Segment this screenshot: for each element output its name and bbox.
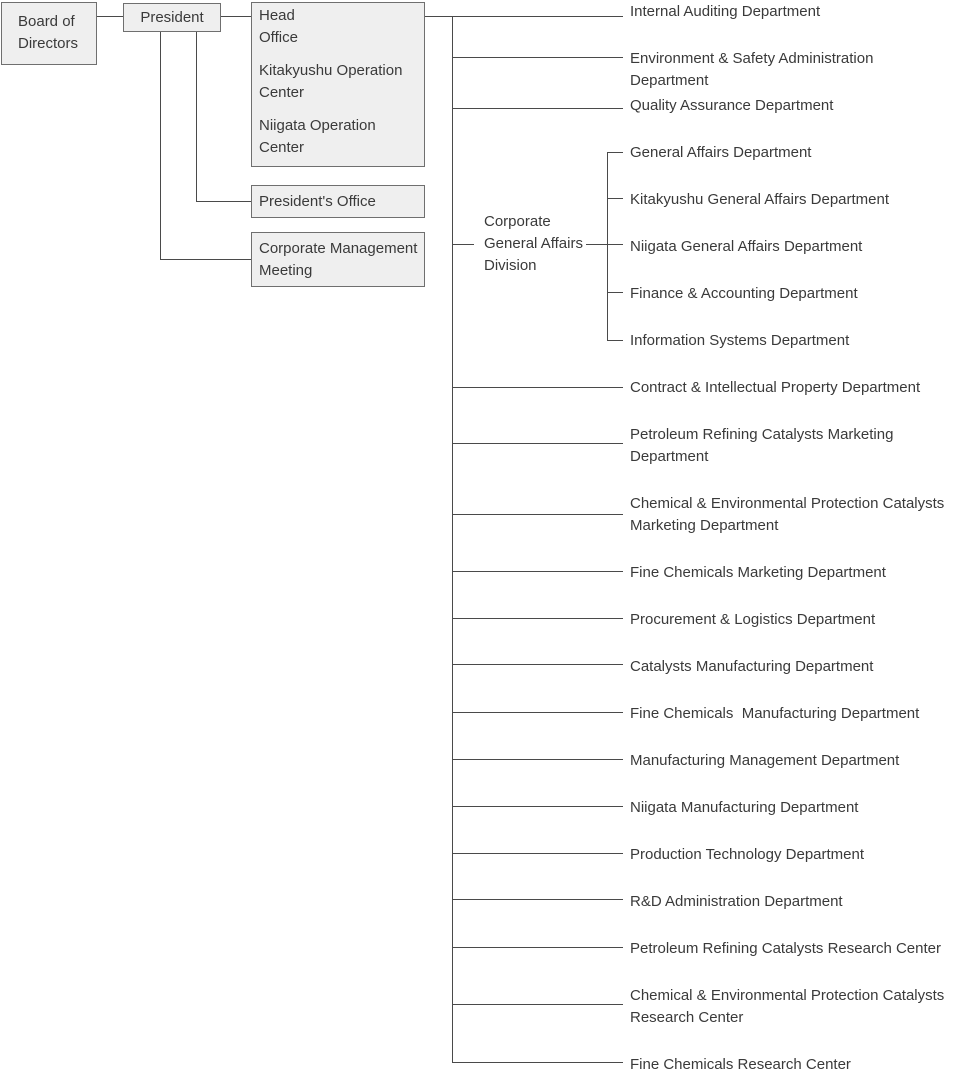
connector-dept-fc-research: [452, 1062, 623, 1063]
dept-contract-ip: Contract & Intellectual Property Department: [630, 379, 921, 396]
head-office-label: Head Office: [259, 7, 298, 46]
connector-dept-environment-safety: [452, 57, 623, 58]
connector-dept-fc-mfg: [452, 712, 623, 713]
offices-box: [251, 2, 425, 167]
connector-div-info-systems: [607, 340, 623, 341]
dept-manufacturing-management: Manufacturing Management Department: [630, 752, 900, 769]
connector-board-president: [97, 16, 123, 17]
connector-dept-fc-marketing: [452, 571, 623, 572]
dept-kitakyushu-general-affairs: Kitakyushu General Affairs Department: [630, 191, 890, 208]
connector-division: [452, 244, 474, 245]
corporate-management-meeting-label: Corporate Management Meeting: [259, 240, 418, 279]
dept-catalysts-manufacturing: Catalysts Manufacturing Department: [630, 658, 874, 675]
presidents-office-box: [251, 185, 425, 218]
corporate-management-meeting-box: [251, 232, 425, 287]
dept-quality-assurance: Quality Assurance Department: [630, 97, 834, 114]
dept-general-affairs: General Affairs Department: [630, 144, 812, 161]
president-label: President: [140, 9, 204, 26]
connector-div-kitakyushu-ga: [607, 198, 623, 199]
dept-procurement-logistics: Procurement & Logistics Department: [630, 611, 876, 628]
connector-division-branch: [586, 244, 608, 245]
connector-dept-quality-assurance: [452, 108, 623, 109]
dept-environment-safety: Environment & Safety Administration Department: [630, 50, 874, 89]
connector-dept-prc-research: [452, 947, 623, 948]
dept-prc-research-center: Petroleum Refining Catalysts Research Center: [630, 940, 941, 957]
connector-dept-prc-marketing: [452, 443, 623, 444]
connector-president-vertical-a: [196, 32, 197, 202]
connector-president-vertical-b: [160, 32, 161, 260]
niigata-operation-center-label: Niigata Operation Center: [259, 117, 376, 156]
connector-dept-niigata-mfg: [452, 806, 623, 807]
dept-production-technology: Production Technology Department: [630, 846, 865, 863]
connector-div-general-affairs: [607, 152, 623, 153]
dept-fc-marketing: Fine Chemicals Marketing Department: [630, 564, 886, 581]
dept-cepc-marketing: Chemical & Environmental Protection Catalysts Marketing Department: [630, 495, 945, 534]
dept-information-systems: Information Systems Department: [630, 332, 850, 349]
connector-dept-rd-admin: [452, 899, 623, 900]
board-of-directors-label: Board of Directors: [18, 13, 79, 52]
dept-niigata-general-affairs: Niigata General Affairs Department: [630, 238, 863, 255]
presidents-office-label: President's Office: [259, 193, 376, 210]
division-branch-vertical: [607, 152, 608, 340]
connector-dept-catalysts-mfg: [452, 664, 623, 665]
dept-cepc-research-center: Chemical & Environmental Protection Catalysts Research Center: [630, 987, 945, 1026]
president-box: [123, 3, 221, 32]
dept-fc-manufacturing: Fine Chemicals Manufacturing Department: [630, 705, 920, 722]
board-of-directors-box: [1, 2, 97, 65]
kitakyushu-operation-center-label: Kitakyushu Operation Center: [259, 62, 403, 101]
dept-finance-accounting: Finance & Accounting Department: [630, 285, 858, 302]
connector-dept-cepc-marketing: [452, 514, 623, 515]
dept-internal-auditing: Internal Auditing Department: [630, 3, 821, 20]
connector-president-offices: [221, 16, 251, 17]
connector-div-niigata-ga: [607, 244, 623, 245]
dept-rd-administration: R&D Administration Department: [630, 893, 843, 910]
connector-div-finance: [607, 292, 623, 293]
department-trunk: [452, 16, 453, 1063]
connector-offices-trunk: [425, 16, 623, 17]
connector-dept-production-tech: [452, 853, 623, 854]
dept-niigata-manufacturing: Niigata Manufacturing Department: [630, 799, 859, 816]
connector-dept-cepc-research: [452, 1004, 623, 1005]
dept-fc-research-center: Fine Chemicals Research Center: [630, 1056, 851, 1073]
connector-dept-contract-ip: [452, 387, 623, 388]
connector-management-meeting: [160, 259, 251, 260]
connector-dept-mfg-mgmt: [452, 759, 623, 760]
connector-dept-procurement: [452, 618, 623, 619]
corporate-general-affairs-division-label: Corporate General Affairs Division: [484, 213, 583, 274]
dept-prc-marketing: Petroleum Refining Catalysts Marketing Department: [630, 426, 894, 465]
connector-presidents-office: [196, 201, 251, 202]
